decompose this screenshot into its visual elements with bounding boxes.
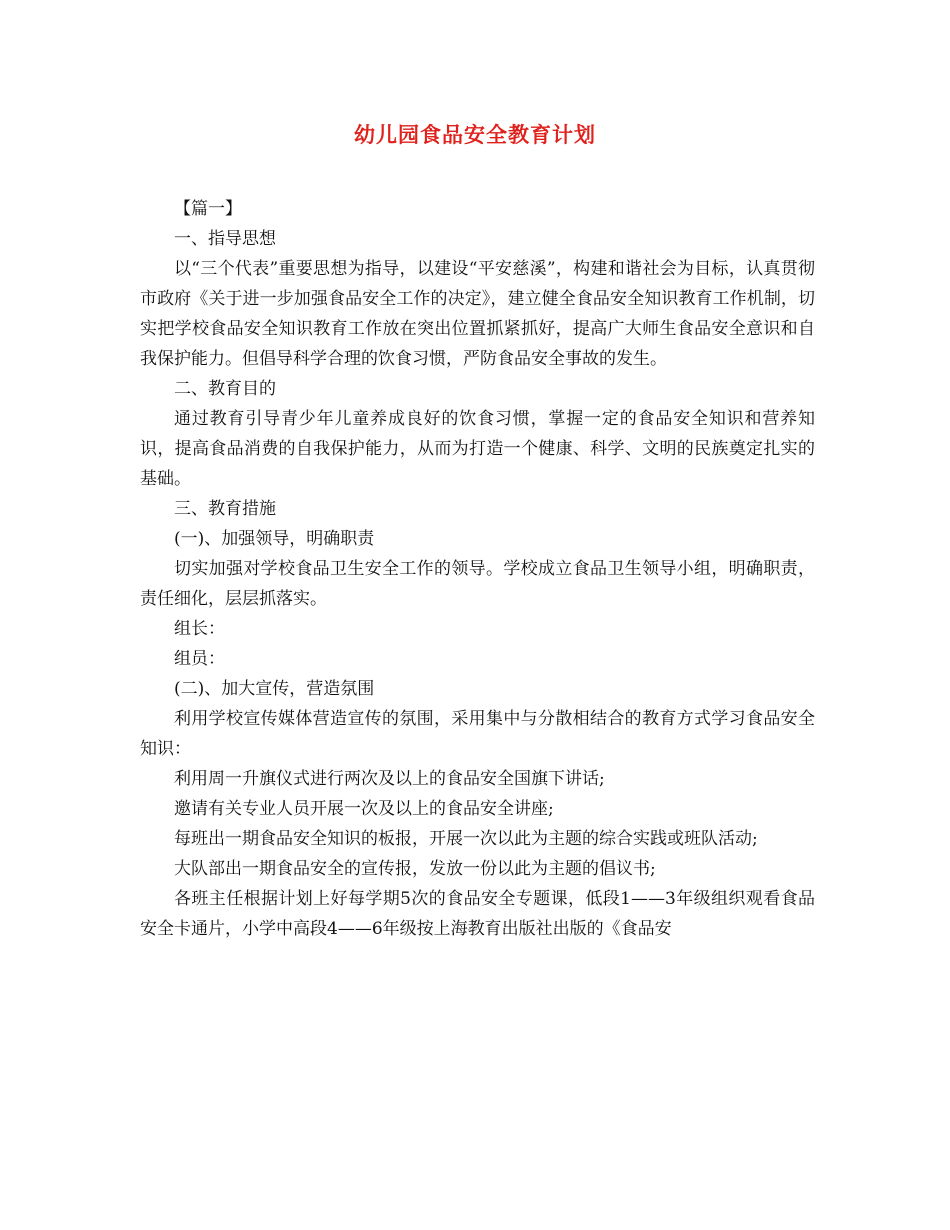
heading-guiding-thought: 一、指导思想	[174, 229, 276, 249]
heading-education-goal: 二、教育目的	[174, 379, 276, 399]
paragraph-guiding-thought: 以“三个代表”重要思想为指导，以建设“平安慈溪”，构建和谐社会为目标，认真贯彻市政府《关于进一步加强食品安全工作的决定》，建立健全食品安全知识教育工作机制，切实把学校食品安全知识教育工作放在突出位置抓紧抓好，提高广大师生食品安全意识和自我保护能力。但倡导科学合理的饮食习惯，严防食品安全事故的发生。	[140, 259, 815, 369]
list-item: 每班出一期食品安全知识的板报，开展一次以此为主题的综合实践或班队活动;	[174, 829, 758, 849]
list-item: 大队部出一期食品安全的宣传报，发放一份以此为主题的倡议书;	[174, 859, 656, 879]
document-title: 幼儿园食品安全教育计划	[354, 122, 596, 147]
group-members-line: 组员：	[174, 649, 225, 669]
subheading-leadership: (一)、加强领导，明确职责	[174, 529, 375, 549]
paragraph-leadership: 切实加强对学校食品卫生安全工作的领导。学校成立食品卫生领导小组，明确职责，责任细化，层层抓落实。	[140, 559, 815, 609]
subheading-publicity: (二)、加大宣传，营造氛围	[174, 679, 375, 699]
document-body	[140, 194, 815, 944]
paragraph-education-goal: 通过教育引导青少年儿童养成良好的饮食习惯，掌握一定的食品安全知识和营养知识，提高食品消费的自我保护能力，从而为打造一个健康、科学、文明的民族奠定扎实的基础。	[140, 409, 815, 489]
paragraph-class-lessons: 各班主任根据计划上好每学期5次的食品安全专题课，低段1——3年级组织观看食品安全卡通片，小学中高段4——6年级按上海教育出版社出版的《食品安	[140, 889, 815, 939]
section-label: 【篇一】	[174, 199, 242, 219]
paragraph-publicity: 利用学校宣传媒体营造宣传的氛围，采用集中与分散相结合的教育方式学习食品安全知识：	[140, 709, 815, 759]
group-leader-line: 组长：	[174, 619, 225, 639]
list-item: 邀请有关专业人员开展一次及以上的食品安全讲座;	[174, 799, 554, 819]
heading-education-measures: 三、教育措施	[174, 499, 276, 519]
list-item: 利用周一升旗仪式进行两次及以上的食品安全国旗下讲话;	[174, 769, 605, 789]
